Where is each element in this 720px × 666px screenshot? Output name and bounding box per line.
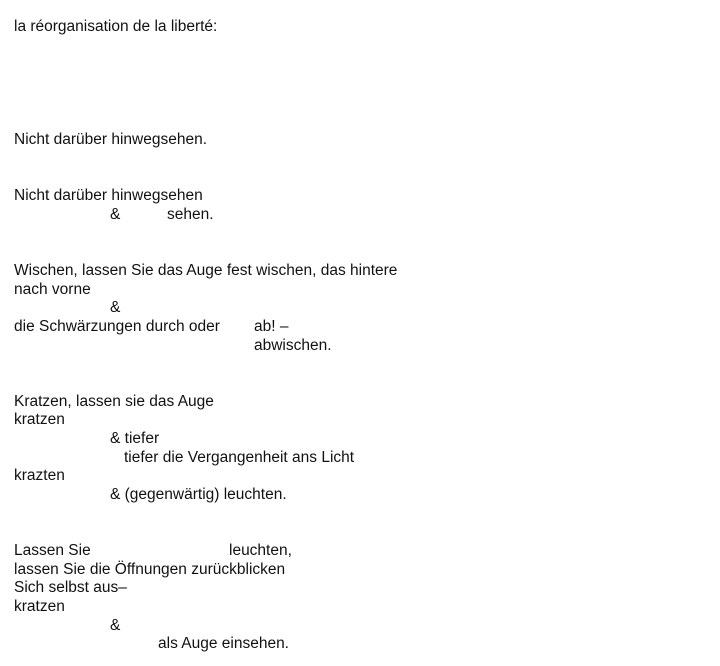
poem-line: krazten [14, 467, 65, 484]
poem-line: Wischen, lassen Sie das Auge fest wischen, das hintere [14, 262, 398, 279]
poem-line: Sich selbst aus– [14, 579, 127, 596]
poem-line: ab! – [254, 318, 289, 335]
poem-line: & [110, 299, 121, 316]
poem-line: als Auge einsehen. [158, 635, 289, 652]
poem-line: Nicht darüber hinwegsehen [14, 187, 203, 204]
poem-line: lassen Sie die Öffnungen zurückblicken [14, 561, 286, 578]
poem-line: & [110, 617, 121, 634]
poem-line: sehen. [167, 206, 214, 223]
poem-line: leuchten, [229, 542, 292, 559]
poem-line: kratzen [14, 598, 65, 615]
poem-line: die Schwärzungen durch oder [14, 318, 220, 335]
poem-line: & [110, 206, 121, 223]
poem-line: kratzen [14, 411, 65, 428]
poem-line: nach vorne [14, 281, 91, 298]
poem-line: Lassen Sie [14, 542, 91, 559]
poem-line: Kratzen, lassen sie das Auge [14, 393, 214, 410]
poem-line: abwischen. [254, 337, 332, 354]
poem-line: tiefer die Vergangenheit ans Licht [124, 449, 355, 466]
poem-line: & (gegenwärtig) leuchten. [110, 486, 287, 503]
poem-line: & tiefer [110, 430, 160, 447]
poem-line: Nicht darüber hinwegsehen. [14, 131, 208, 148]
poem-title: la réorganisation de la liberté: [14, 18, 218, 35]
